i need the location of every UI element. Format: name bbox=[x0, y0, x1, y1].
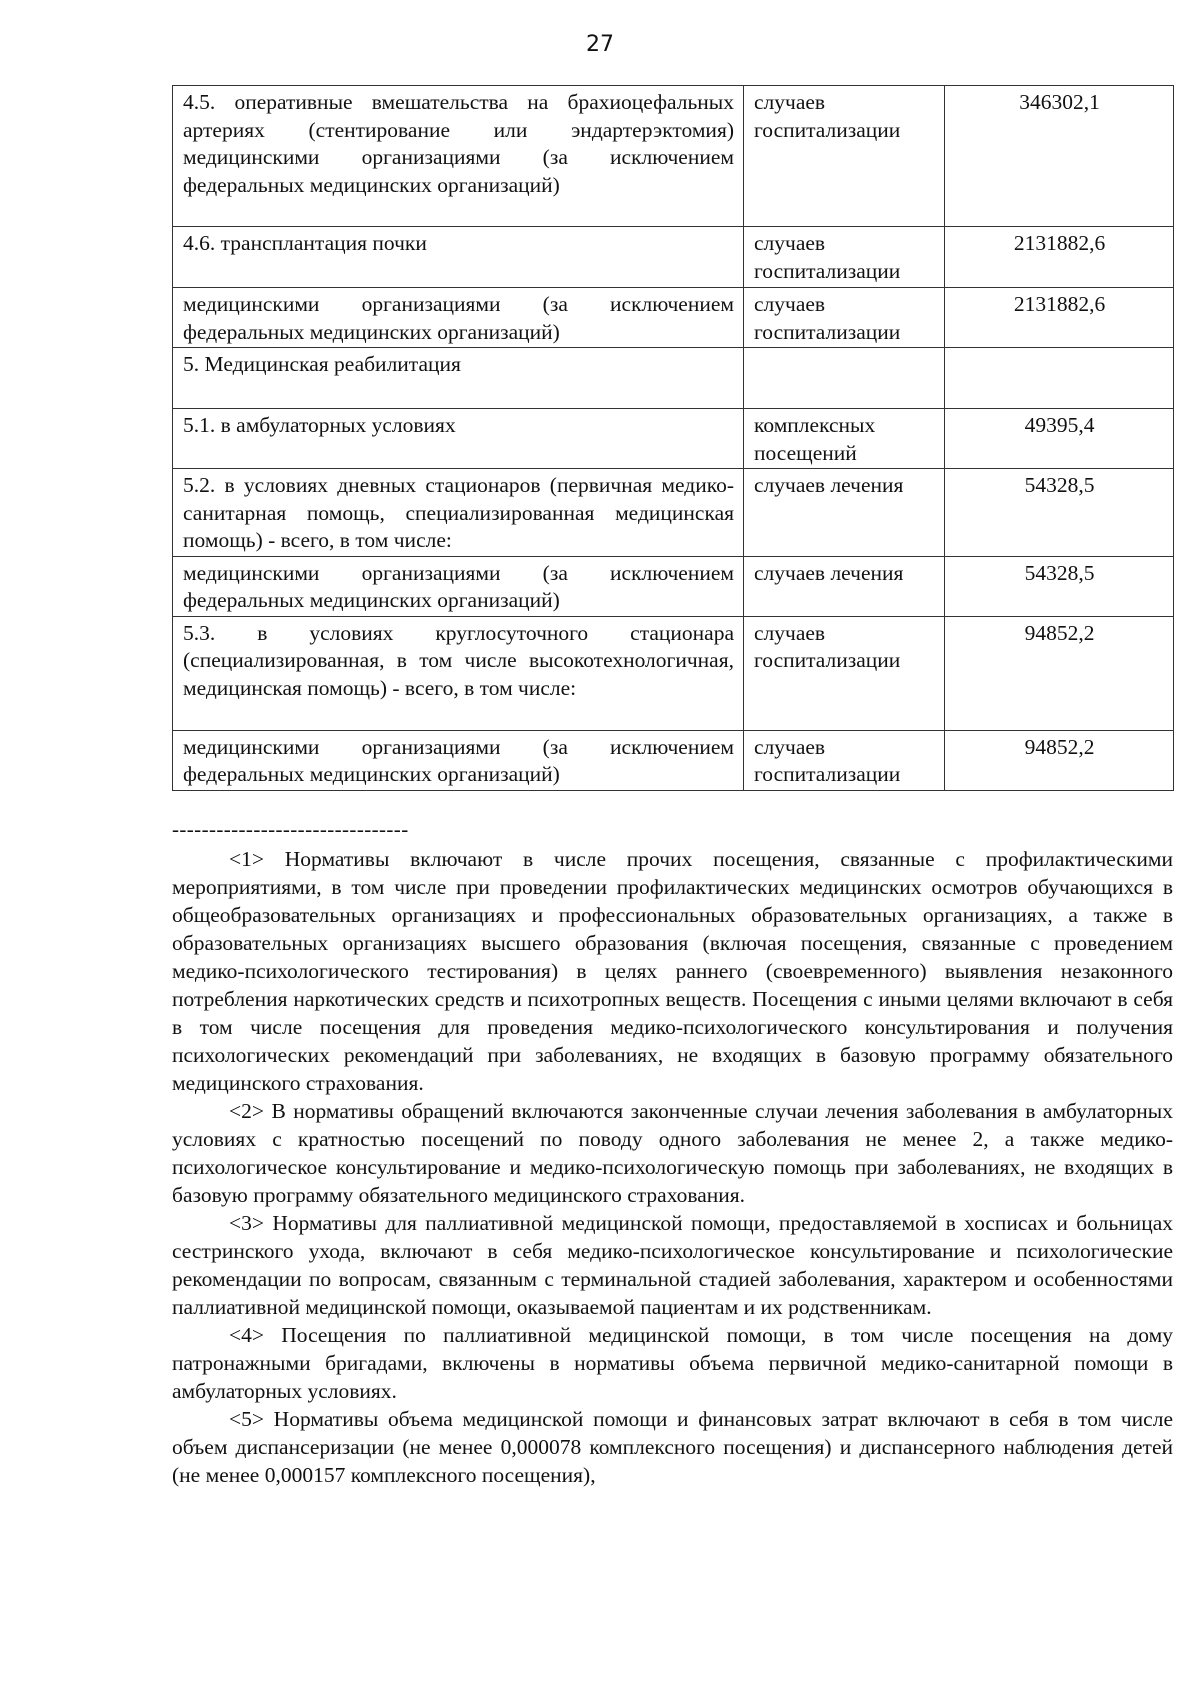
row-unit: комплексных посещений bbox=[744, 409, 945, 469]
table-row bbox=[173, 348, 1174, 409]
row-unit bbox=[744, 348, 945, 409]
footnote-5: <5> Нормативы объема медицинской помощи и финансовых затрат включают в себя в том числе объем диспансеризации (не менее 0,000078 комплексного посещения) и диспансерного наблюдения детей (не менее 0,000157 комплексного посещения), bbox=[172, 1407, 1173, 1487]
page-number: 27 bbox=[586, 32, 614, 57]
table-row bbox=[173, 288, 1174, 348]
table-row bbox=[173, 469, 1174, 557]
row-name: 5.2. в условиях дневных стационаров (первичная медико-санитарная помощь, специализированная медицинская помощь) - всего, в том числе: bbox=[173, 469, 744, 557]
row-unit: случаев лечения bbox=[744, 469, 945, 557]
footnote-4: <4> Посещения по паллиативной медицинской помощи, в том числе посещения на дому патронажными бригадами, включены в нормативы объема первичной медико-санитарной помощи в амбулаторных условиях. bbox=[172, 1323, 1173, 1403]
row-value: 49395,4 bbox=[945, 409, 1174, 469]
row-name: медицинскими организациями (за исключением федеральных медицинских организаций) bbox=[173, 288, 744, 348]
row-value: 2131882,6 bbox=[945, 227, 1174, 288]
footnote-1: <1> Нормативы включают в числе прочих посещения, связанные с профилактическими мероприятиями, в том числе при проведении профилактических медицинских осмотров обучающихся в общеобразовательных организациях и профессиональных образовательных организациях, а также в образовательных организациях высшего образования (включая посещения, связанные с проведением медико-психологического тестирования) в целях раннего (своевременного) выявления незаконного потребления наркотических средств и психотропных веществ. Посещения с иными целями включают в себя в том числе посещения для проведения медико-психологического консультирования и получения психологических рекомендаций при заболеваниях, не входящих в базовую программу обязательного медицинского страхования. bbox=[172, 847, 1173, 1095]
row-name: 5. Медицинская реабилитация bbox=[173, 348, 744, 409]
row-unit: случаев лечения bbox=[744, 556, 945, 616]
row-name: 5.1. в амбулаторных условиях bbox=[173, 409, 744, 469]
row-unit: случаев госпитализации bbox=[744, 288, 945, 348]
row-unit: случаев госпитализации bbox=[744, 86, 945, 227]
table-row bbox=[173, 616, 1174, 730]
row-value: 94852,2 bbox=[945, 730, 1174, 790]
table-row bbox=[173, 556, 1174, 616]
footnote-3: <3> Нормативы для паллиативной медицинской помощи, предоставляемой в хосписах и больницах сестринского ухода, включают в себя медико-психологическое консультирование и психологические рекомендации по вопросам, связанным с терминальной стадией заболевания, характером и особенностями паллиативной медицинской помощи, оказываемой пациентам и их родственникам. bbox=[172, 1211, 1173, 1319]
table-row bbox=[173, 227, 1174, 288]
table-row bbox=[173, 86, 1174, 227]
row-value bbox=[945, 348, 1174, 409]
row-value: 2131882,6 bbox=[945, 288, 1174, 348]
row-value: 54328,5 bbox=[945, 469, 1174, 557]
row-name: 5.3. в условиях круглосуточного стационара (специализированная, в том числе высокотехнологичная, медицинская помощь) - всего, в том числе: bbox=[173, 616, 744, 730]
footnotes bbox=[172, 845, 1173, 1489]
row-unit: случаев госпитализации bbox=[744, 730, 945, 790]
footnote-separator: -------------------------------- bbox=[172, 817, 409, 841]
row-value: 94852,2 bbox=[945, 616, 1174, 730]
table-row bbox=[173, 730, 1174, 790]
row-value: 54328,5 bbox=[945, 556, 1174, 616]
footnote-2: <2> В нормативы обращений включаются законченные случаи лечения заболевания в амбулаторных условиях с кратностью посещений по поводу одного заболевания не менее 2, а также медико-психологическое консультирование и медико-психологическую помощь при заболеваниях, не входящих в базовую программу обязательного медицинского страхования. bbox=[172, 1099, 1173, 1207]
row-unit: случаев госпитализации bbox=[744, 227, 945, 288]
row-name: медицинскими организациями (за исключением федеральных медицинских организаций) bbox=[173, 730, 744, 790]
row-unit: случаев госпитализации bbox=[744, 616, 945, 730]
row-name: 4.5. оперативные вмешательства на брахиоцефальных артериях (стентирование или эндартерэктомия) медицинскими организациями (за исключением федеральных медицинских организаций) bbox=[173, 86, 744, 227]
row-value: 346302,1 bbox=[945, 86, 1174, 227]
table-row bbox=[173, 409, 1174, 469]
row-name: медицинскими организациями (за исключением федеральных медицинских организаций) bbox=[173, 556, 744, 616]
norms-table bbox=[172, 85, 1174, 791]
row-name: 4.6. трансплантация почки bbox=[173, 227, 744, 288]
